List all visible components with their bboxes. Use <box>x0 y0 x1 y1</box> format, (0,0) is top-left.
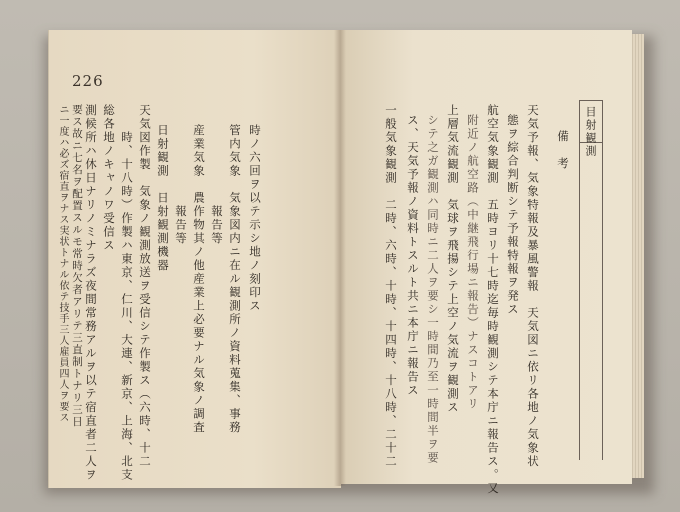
left-text-column: 時、十八時）作製ハ東京、仁川、大連、新京、上海、北支 <box>120 104 134 482</box>
book-gutter <box>334 30 346 486</box>
left-text-column: 天気図作製 気象ノ観測放送ヲ受信シテ作製ス（六時、十二 <box>138 104 152 469</box>
right-text-column: 上層気流観測 気球ヲ飛揚シテ上空ノ気流ヲ観測ス <box>446 104 460 415</box>
left-text-column: 産業気象 農作物其ノ他産業上必要ナル気象ノ調査 <box>192 124 206 435</box>
left-text-column: 測候所ハ休日ナリノミナラズ夜間常務アルヲ以テ宿直者二人ヲ <box>84 104 98 482</box>
page-edges <box>630 34 644 478</box>
right-text-column: 態ヲ綜合判断シテ予報特報ヲ発ス <box>506 114 520 317</box>
left-text-column: 要ス故ニ七名ヲ配置スルモ常時欠者アリテ三直制トナリ三日 <box>71 104 83 428</box>
left-text-column: 報告等 <box>174 124 188 246</box>
left-text-column: 報告等 <box>210 124 224 246</box>
right-text-column: 附近ノ航空路（中継飛行場ニ報告）ナスコトアリ <box>466 114 480 411</box>
right-text-column: 備 考 <box>556 130 570 171</box>
left-text-column: 管内気象 気象図内ニ在ル観測所ノ資料蒐集、事務 <box>228 124 242 435</box>
left-text-column: 日射観測 日射観測機器 <box>156 124 170 273</box>
right-text-column: ス、天気予報ノ資料トスルト共ニ本庁ニ報告ス <box>406 114 420 398</box>
left-text-column: 時ノ六回ヲ以テ示シ地ノ刻印ス <box>248 124 262 313</box>
right-text-column: 天気予報、気象特報及暴風警報 天気図ニ依リ各地ノ気象状 <box>526 104 540 469</box>
page-number: 226 <box>72 72 104 90</box>
right-text-column: 一般気象観測 二時、六時、十時、十四時、十八時、二十二 <box>384 104 398 469</box>
right-text-column: シテ之ガ観測ハ同時ニ二人ヲ要シ一時間乃至一時間半ヲ要 <box>426 114 440 465</box>
section-header: 目射観測 <box>584 106 597 158</box>
right-text-column: 航空気象観測 五時ヨリ十七時迄毎時観測シテ本庁ニ報告ス。又 <box>486 104 500 496</box>
left-text-column: 総各地ノキャノワ受信ス <box>102 104 116 253</box>
left-text-column: ニ一度ハ必ズ宿直ヲナス実状トナル依テ技手三人雇員四人ヲ要ス <box>57 104 68 423</box>
